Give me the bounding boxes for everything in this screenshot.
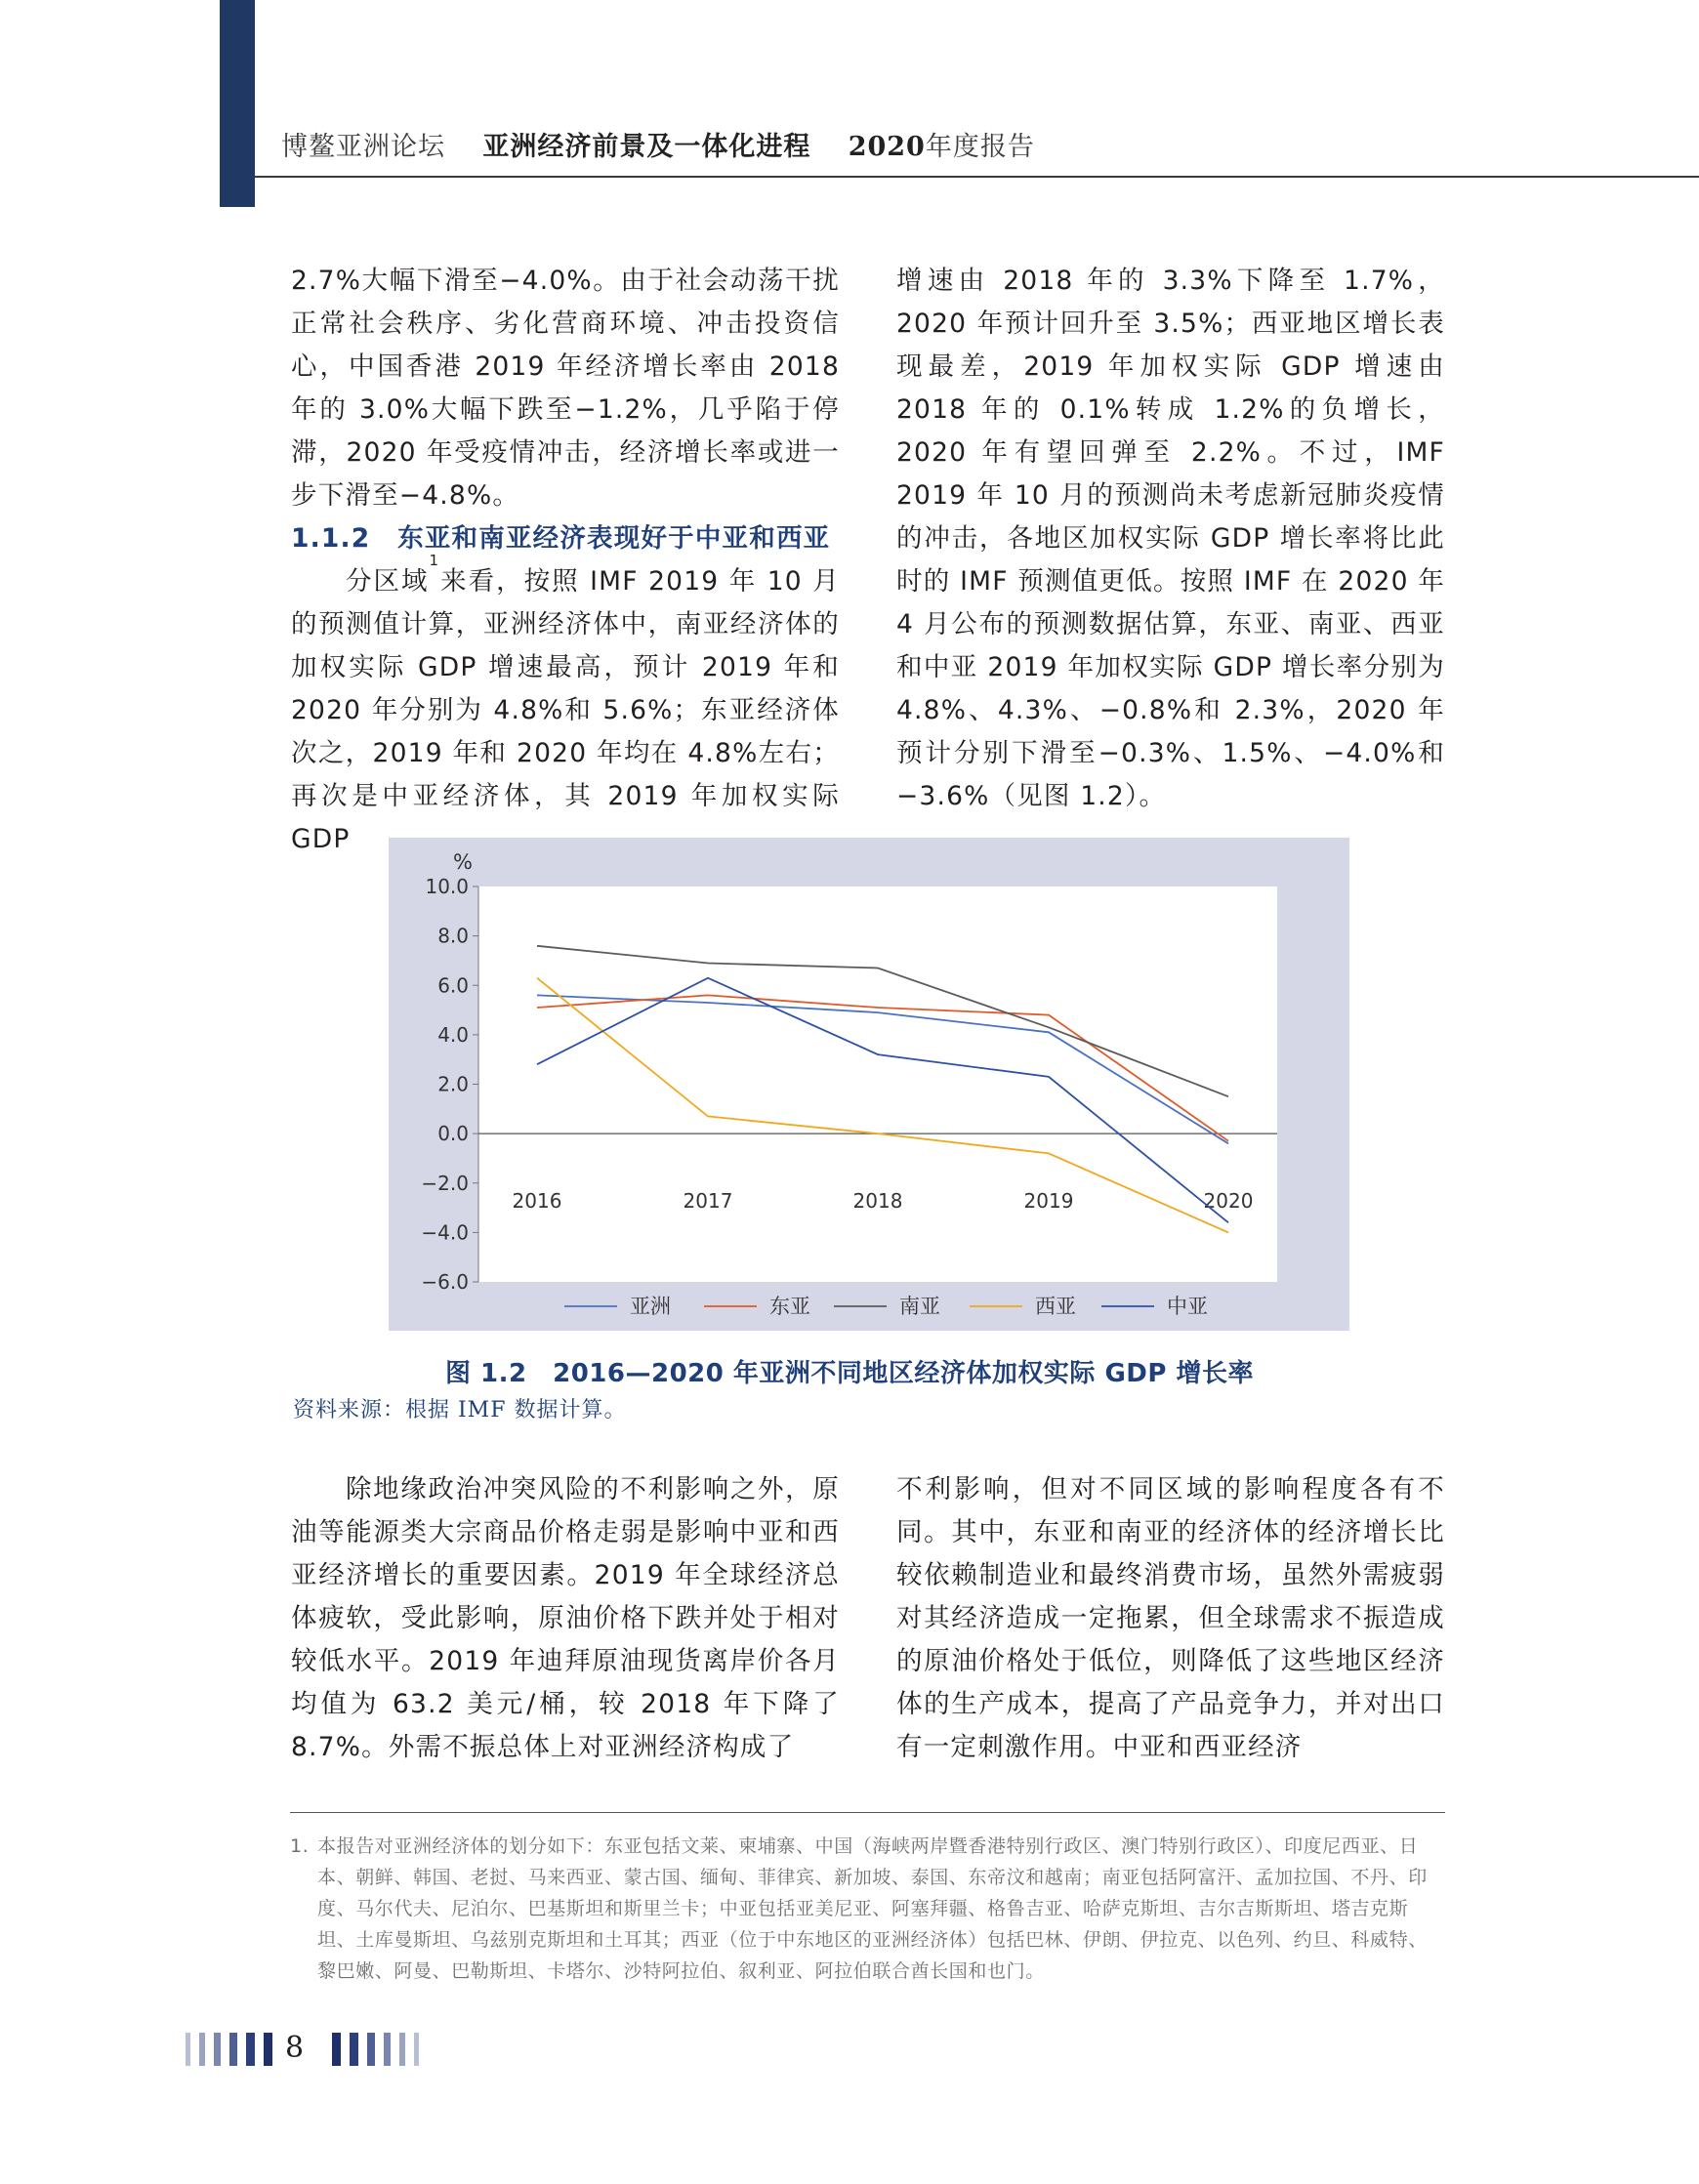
y-tick-label: 4.0 [437, 1022, 469, 1047]
paragraph: 增速由 2018 年的 3.3%下降至 1.7%，2020 年预计回升至 3.5%；西亚地区增长表现最差，2019 年加权实际 GDP 增速由 2018 年的 0.1%转成 1.2%的负增长，2020 年有望回弹至 2.2%。不过，IMF 2019 年 10 月的预测尚未考虑新冠肺炎疫情的冲击，各地区加权实际 GDP 增长率将比此时的 IMF 预测值更低。按照 IMF 在 2020 年 4 月公布的预测数据估算，东亚、南亚、西亚和中亚 2019 年加权实际 GDP 增长率分别为 4.8%、4.3%、−0.8%和 2.3%，2020 年预计分别下滑至−0.3%、1.5%、−4.0%和−3.6%（见图 1.2）。 [896, 266, 1445, 811]
y-tick-label: 2.0 [437, 1072, 469, 1096]
growth-rate-line-chart [389, 838, 1349, 1331]
paragraph-text: 来看，按照 IMF 2019 年 10 月的预测值计算，亚洲经济体中，南亚经济体的加权实际 GDP 增速最高，预计 2019 年和 2020 年分别为 4.8%和 5.6%；东亚经济体次之，2019 年和 2020 年均在 4.8%左右；再次是中亚经济体，其 2019 年加权实际 GDP [291, 566, 840, 854]
decor-bar [399, 2033, 405, 2066]
header-accent-bar [220, 0, 255, 207]
decor-bar [384, 2033, 391, 2066]
decor-bar [350, 2033, 358, 2066]
paragraph-text: 分区域 [346, 566, 430, 597]
paragraph [291, 552, 840, 861]
y-tick-label: −2.0 [421, 1171, 469, 1195]
decor-bar [264, 2033, 272, 2066]
footnote-number: 1. [290, 1835, 310, 1857]
paragraph: 不利影响，但对不同区域的影响程度各有不同。其中，东亚和南亚的经济体的经济增长比较依赖制造业和最终消费市场，虽然外需疲弱对其经济造成一定拖累，但全球需求不振造成的原油价格处于低位，则降低了这些地区经济体的生产成本，提高了产品竞争力，并对出口有一定刺激作用。中亚和西亚经济 [896, 1474, 1445, 1762]
y-tick-label: −4.0 [421, 1220, 469, 1245]
legend-label: 东亚 [769, 1295, 810, 1318]
legend-label: 西亚 [1035, 1295, 1076, 1318]
footnote-ref[interactable]: 1 [429, 552, 440, 569]
column-right-bottom [896, 1468, 1445, 1769]
plot-area [478, 886, 1277, 1282]
paragraph: 2.7%大幅下滑至−4.0%。由于社会动荡干扰正常社会秩序、劣化营商环境、冲击投资信心，中国香港 2019 年经济增长率由 2018 年的 3.0%大幅下跌至−1.2%，几乎陷于停滞，2020 年受疫情冲击，经济增长率或进一步下滑至−4.8%。 [291, 266, 840, 511]
footnote-rule [290, 1812, 1445, 1813]
decor-bar [332, 2033, 341, 2066]
x-tick-label: 2016 [512, 1189, 562, 1214]
footnote-text: 本报告对亚洲经济体的划分如下：东亚包括文莱、柬埔寨、中国（海峡两岸暨香港特别行政区、澳门特别行政区）、印度尼西亚、日本、朝鲜、韩国、老挝、马来西亚、蒙古国、缅甸、菲律宾、新加坡、泰国、东帝汶和越南；南亚包括阿富汗、孟加拉国、不丹、印度、马尔代夫、尼泊尔、巴基斯坦和斯里兰卡；中亚包括亚美尼亚、阿塞拜疆、格鲁吉亚、哈萨克斯坦、吉尔吉斯斯坦、塔吉克斯坦、土库曼斯坦、乌兹别克斯坦和土耳其；西亚（位于中东地区的亚洲经济体）包括巴林、伊朗、伊拉克、以色列、约旦、科威特、黎巴嫩、阿曼、巴勒斯坦、卡塔尔、沙特阿拉伯、叙利亚、阿拉伯联合酋长国和也门。 [317, 1835, 1428, 1982]
legend-label: 亚洲 [630, 1295, 671, 1318]
y-tick-label: 10.0 [425, 875, 469, 898]
x-tick-label: 2018 [852, 1189, 903, 1214]
decor-bar [214, 2033, 221, 2066]
decor-bar [199, 2033, 205, 2066]
header-rule [255, 176, 1699, 178]
y-tick-label: 8.0 [437, 924, 469, 948]
column-left-bottom [291, 1468, 840, 1769]
running-header [281, 125, 1035, 163]
section-heading: 1.1.2 东亚和南亚经济表现好于中亚和西亚 [291, 523, 831, 554]
decor-bar [246, 2033, 255, 2066]
x-tick-label: 2017 [683, 1189, 733, 1214]
header-report-suffix: 年度报告 [925, 132, 1035, 162]
footnote [290, 1831, 1445, 1987]
y-tick-label: 6.0 [437, 973, 469, 998]
header-org: 博鳌亚洲论坛 [281, 132, 445, 162]
x-tick-label: 2019 [1023, 1189, 1074, 1214]
legend-label: 中亚 [1167, 1295, 1208, 1318]
y-axis-label: % [453, 850, 473, 874]
decor-bar [229, 2033, 237, 2066]
decor-bar [367, 2033, 375, 2066]
header-year: 2020 [848, 132, 926, 162]
header-report-title: 亚洲经济前景及一体化进程 [482, 132, 811, 162]
legend-label: 南亚 [899, 1295, 940, 1318]
decor-bar [186, 2033, 190, 2066]
decor-bar [414, 2033, 419, 2066]
x-tick-label: 2020 [1203, 1189, 1254, 1214]
figure-source: 资料来源：根据 IMF 数据计算。 [293, 1398, 627, 1422]
figure-caption: 图 1.2 2016—2020 年亚洲不同地区经济体加权实际 GDP 增长率 [445, 1359, 1254, 1388]
y-tick-label: −6.0 [421, 1270, 469, 1294]
column-left-top [291, 260, 840, 861]
paragraph: 除地缘政治冲突风险的不利影响之外，原油等能源类大宗商品价格走弱是影响中亚和西亚经济增长的重要因素。2019 年全球经济总体疲软，受此影响，原油价格下跌并处于相对较低水平。2019 年迪拜原油现货离岸价各月均值为 63.2 美元/桶，较 2018 年下降了 8.7%。外需不振总体上对亚洲经济构成了 [291, 1474, 840, 1762]
column-right-top [896, 260, 1445, 818]
page-number: 8 [285, 2031, 305, 2065]
y-tick-label: 0.0 [437, 1122, 469, 1146]
